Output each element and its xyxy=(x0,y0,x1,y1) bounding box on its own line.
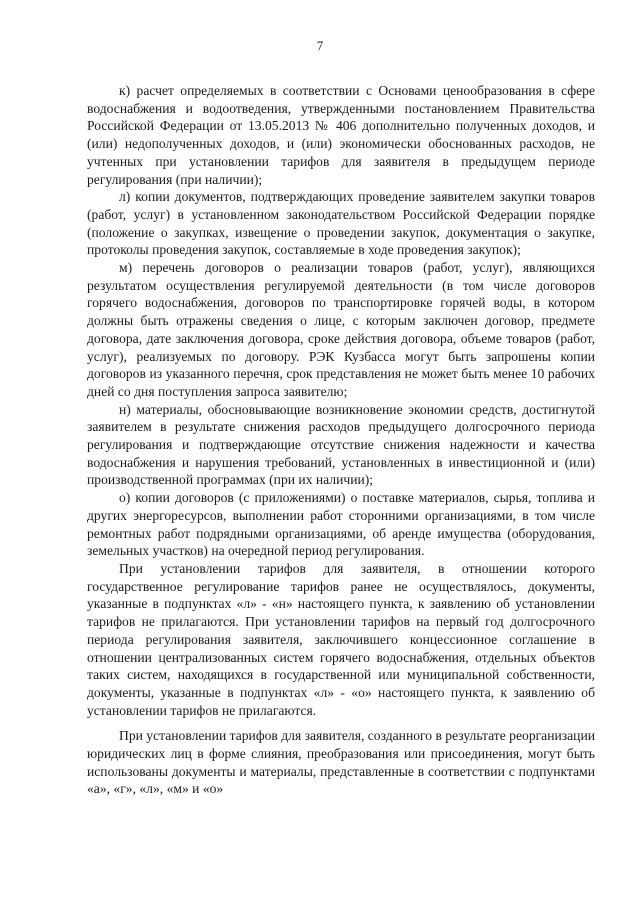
paragraph-reorganization: При установлении тарифов для заявителя, созданного в результате реорганизации юридических лиц в форме слияния, преобразования или присоединения, могут быть использованы документы и материалы, представленные в соответствии с подпунктами «а», «г», «л», «м» и «о» xyxy=(87,728,595,797)
paragraph-l: л) копии документов, подтверждающих проведение заявителем закупки товаров (работ, услуг) в установленном законодательством Российской Федерации порядке (положение о закупках, извещение о проведении закупок, документация о закупке, протоколы проведения закупок, составляемые в ходе проведения закупок); xyxy=(87,189,595,258)
document-body xyxy=(87,82,595,798)
page-number: 7 xyxy=(316,38,324,53)
paragraph-m: м) перечень договоров о реализации товаров (работ, услуг), являющихся результатом осуществления регулируемой деятельности (в том числе договоров горячего водоснабжения, договоров по транспортировке горячей воды, в котором должны быть отражены сведения о лице, с которым заключен договор, предмете договора, дате заключения договора, сроке действия договора, объеме товаров (работ, услуг), реализуемых по договору. РЭК Кузбасса могут быть запрошены копии договоров из указанного перечня, срок представления не может быть менее 10 рабочих дней со дня поступления запроса заявителю; xyxy=(87,260,595,399)
paragraph-new-applicant: При установлении тарифов для заявителя, в отношении которого государственное регулирование тарифов ранее не осуществлялось, документы, указанные в подпунктах «л» - «н» настоящего пункта, к заявлению об установлении тарифов не прилагаются. При установлении тарифов на первый год долгосрочного периода регулирования заявителя, заключившего концессионное соглашение в отношении централизованных систем горячего водоснабжения, отдельных объектов таких систем, находящихся в государственной или муниципальной собственности, документы, указанные в подпунктах «л» - «о» настоящего пункта, к заявлению об установлении тарифов не прилагаются. xyxy=(87,560,595,718)
paragraph-n: н) материалы, обосновывающие возникновение экономии средств, достигнутой заявителем в результате снижения расходов предыдущего долгосрочного периода регулирования и подтверждающие отсутствие снижения надежности и качества водоснабжения и нарушения требований, установленных в инвестиционной и (или) производственной программах (при их наличии); xyxy=(87,401,595,488)
paragraph-o: о) копии договоров (с приложениями) о поставке материалов, сырья, топлива и других энергоресурсов, выполнении работ сторонними организациями, в том числе ремонтных работ подрядными организациями, об аренде имущества (оборудования, земельных участков) на очередной период регулирования. xyxy=(87,490,595,559)
paragraph-k: к) расчет определяемых в соответствии с Основами ценообразования в сфере водоснабжения и водоотведения, утвержденными постановлением Правительства Российской Федерации от 13.05.2013 № 406 дополнительно полученных доходов, и (или) недополученных доходов, и (или) экономически обоснованных расходов, не учтенных при установлении тарифов для заявителя в предыдущем периоде регулирования (при наличии); xyxy=(87,83,595,187)
